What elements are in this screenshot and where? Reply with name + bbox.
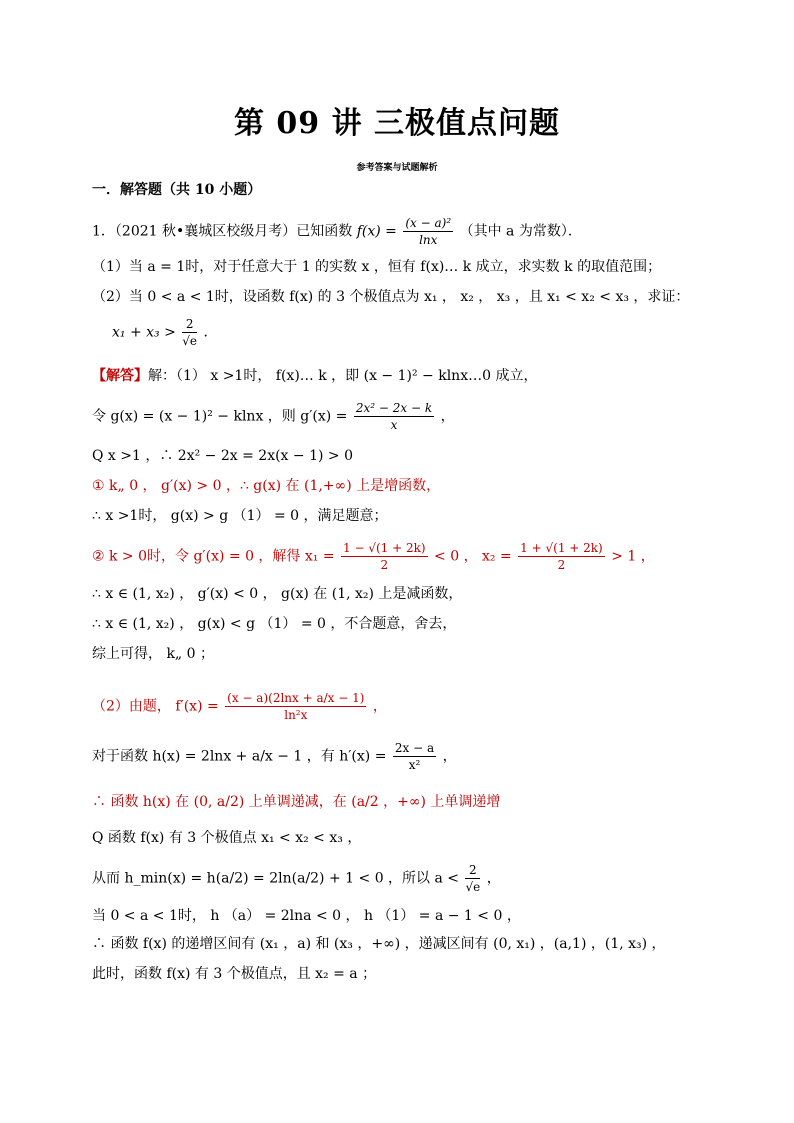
problem-part1: （1）当 a = 1时，对于任意大于 1 的实数 x ，恒有 f(x)… k 成立，求实数 k 的取值范围； xyxy=(92,259,662,275)
solution-l6-end: > 1 ， xyxy=(611,548,655,565)
solution-line-5: ∴ x >1时， g(x) > g （1） = 0 ，满足题意； xyxy=(92,508,388,524)
solution-line-12: ∴ 函数 h(x) 在 (0, a/2) 上单调递减，在 (a/2 ，+∞) 上单调递增 xyxy=(92,794,501,810)
solution-l2-num: 2x² − 2x − k xyxy=(355,401,433,415)
solution-l2-text: 令 g(x) = (x − 1)² − klnx ，则 g′(x) = xyxy=(92,408,348,425)
solution-line-15: 当 0 < a < 1时， h （a） = 2lna < 0 ， h （1） = a − 1 < 0 ， xyxy=(92,908,521,924)
problem-part2-inequality xyxy=(112,316,217,349)
solution-l6-den2: 2 xyxy=(557,558,566,572)
problem-prefix: 1．（2021 秋•襄城区校级月考）已知函数 xyxy=(92,223,353,240)
solution-l14-num: 2 xyxy=(465,862,480,879)
solution-l6-fraction-2 xyxy=(518,540,605,573)
solution-l10-text: （2）由题， f′(x) = xyxy=(92,698,219,715)
problem-fx: f(x) = xyxy=(356,223,397,240)
solution-line-14 xyxy=(92,862,501,895)
solution-line-4: ① k„ 0 ， g′(x) > 0 ，∴ g(x) 在 (1,+∞) 上是增函数， xyxy=(92,478,441,494)
solution-l14-den: √e xyxy=(465,880,481,894)
solution-l14-fraction xyxy=(465,862,480,895)
solution-line-1 xyxy=(92,366,537,386)
page-subtitle: 参考答案与试题解析 xyxy=(356,163,438,173)
solution-l11-num: 2x − a xyxy=(394,741,435,755)
solution-line-7: ∴ x ∈ (1, x₂) ， g′(x) < 0 ， g(x) 在 (1, x₂) 上是减函数， xyxy=(92,586,463,602)
solution-l2-end: ， xyxy=(440,408,455,425)
problem-fraction-num: (x − a)² xyxy=(405,216,452,230)
solution-l2-fraction xyxy=(354,400,434,433)
solution-l6-mid: < 0 ， x₂ = xyxy=(434,548,512,565)
problem-suffix: （其中 a 为常数）． xyxy=(459,223,582,240)
solution-l10-end: ， xyxy=(372,698,387,715)
part2-end: ． xyxy=(203,324,218,341)
solution-l10-den: ln²x xyxy=(284,708,308,722)
solution-l14-text: 从而 h_min(x) = h(a/2) = 2ln(a/2) + 1 < 0 ，所以 a < xyxy=(92,870,460,887)
page-title: 第 09 讲 三极值点问题 xyxy=(233,106,561,141)
solution-l14-end: ， xyxy=(486,870,501,887)
part2-fraction-den: √e xyxy=(182,334,198,348)
solution-line-11 xyxy=(92,740,457,773)
solution-l11-den: x² xyxy=(408,758,421,772)
solution-l10-num: (x − a)(2lnx + a/x − 1) xyxy=(227,691,365,705)
solution-line-6 xyxy=(92,540,655,573)
solution-l6-text: ② k > 0时，令 g′(x) = 0 ，解得 x₁ = xyxy=(92,548,335,565)
problem-fraction xyxy=(403,215,453,248)
section-heading: 一．解答题（共 10 小题） xyxy=(92,182,262,198)
part2-fraction xyxy=(182,316,197,349)
problem-part2: （2）当 0 < a < 1时，设函数 f(x) 的 3 个极值点为 x₁ ， x₂ ， x₃ ，且 x₁ < x₂ < x₃ ，求证： xyxy=(92,289,690,305)
solution-l1-text: 解：（1） x >1时， f(x)… k ，即 (x − 1)² − klnx…0 成立， xyxy=(148,368,538,384)
problem-fraction-den: lnx xyxy=(419,233,438,247)
solution-line-8: ∴ x ∈ (1, x₂) ， g(x) < g （1） = 0 ，不合题意，舍去， xyxy=(92,616,457,632)
solution-l6-den1: 2 xyxy=(380,558,389,572)
solution-line-2 xyxy=(92,400,455,433)
solution-l11-end: ， xyxy=(442,748,457,765)
part2-lhs: x₁ + x₃ > xyxy=(112,324,176,341)
solution-line-16: ∴ 函数 f(x) 的递增区间有 (x₁ ，a) 和 (x₃ ，+∞) ，递减区间有 (0, x₁) ，(a,1) ，(1, x₃) ， xyxy=(92,936,666,952)
solution-l6-num1: 1 − √(1 + 2k) xyxy=(343,541,426,555)
solution-l2-den: x xyxy=(390,418,398,432)
solution-label: 【解答】 xyxy=(92,368,148,384)
solution-l10-fraction xyxy=(225,690,366,723)
solution-line-10 xyxy=(92,690,387,723)
solution-l11-text: 对于函数 h(x) = 2lnx + a/x − 1 ，有 h′(x) = xyxy=(92,748,387,765)
solution-l11-fraction xyxy=(393,740,436,773)
solution-line-13: Q 函数 f(x) 有 3 个极值点 x₁ < x₂ < x₃ ， xyxy=(92,830,362,846)
solution-line-3: Q x >1 ，∴ 2x² − 2x = 2x(x − 1) > 0 xyxy=(92,448,353,464)
part2-fraction-num: 2 xyxy=(182,316,197,333)
solution-l6-num2: 1 + √(1 + 2k) xyxy=(520,541,603,555)
solution-line-17: 此时，函数 f(x) 有 3 个极值点，且 x₂ = a ； xyxy=(92,966,377,982)
solution-l6-fraction-1 xyxy=(341,540,428,573)
solution-line-9: 综上可得， k„ 0 ； xyxy=(92,646,214,662)
problem-statement xyxy=(92,215,582,248)
